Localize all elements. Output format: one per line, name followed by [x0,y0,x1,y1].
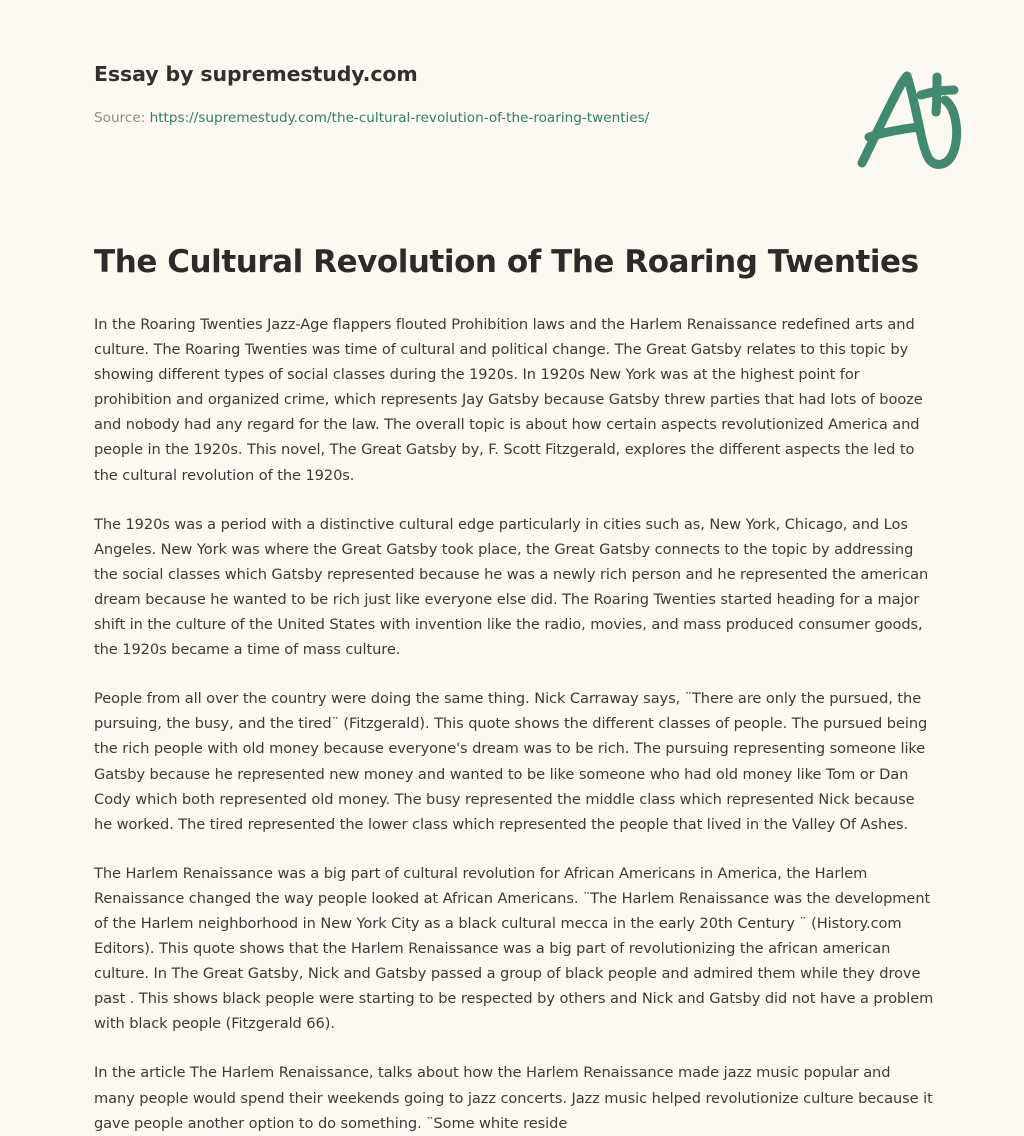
source-label: Source: [94,109,146,126]
paragraph: In the Roaring Twenties Jazz-Age flappers flouted Prohibition laws and the Harlem Renaissance redefined arts and culture. The Roaring Twenties was time of cultural and political change. The Great Gatsby relates to this topic by showing different types of social classes during the 1920s. In 1920s New York was at the highest point for prohibition and organized crime, which represents Jay Gatsby because Gatsby threw parties that had lots of booze and nobody had any regard for the law. The overall topic is about how certain aspects revolutionized America and people in the 1920s. This novel, The Great Gatsby by, F. Scott Fitzgerald, explores the different aspects the led to the cultural revolution of the 1920s. [94,316,923,484]
page-header [94,62,964,172]
paragraph: The Harlem Renaissance was a big part of cultural revolution for African Americans in America, the Harlem Renaissance changed the way people looked at African Americans. ¨The Harlem Renaissance was the development of the Harlem neighborhood in New York City as a black cultural mecca in the early 20th Century ¨ (History.com Editors). This quote shows that the Harlem Renaissance was a big part of revolutionizing the african american culture. In The Great Gatsby, Nick and Gatsby passed a group of black people and admired them while they drove past . This shows black people were starting to be respected by others and Nick and Gatsby did not have a problem with black people (Fitzgerald 66). [94,864,934,1033]
byline: Essay by supremestudy.com [94,62,418,86]
source-line [94,110,964,128]
paragraph: In the article The Harlem Renaissance, talks about how the Harlem Renaissance made jazz music popular and many people would spend their weekends going to jazz concerts. Jazz music helped revolutionize culture because it gave people another option to do something. ¨Some white reside [94,1064,933,1132]
article-body [94,312,934,1136]
page-title: The Cultural Revolution of The Roaring Twenties [94,244,919,280]
a-plus-logo-icon [849,63,969,175]
paragraph: The 1920s was a period with a distinctive cultural edge particularly in cities such as, New York, Chicago, and Los Angeles. New York was where the Great Gatsby took place, the Great Gatsby connects to the topic by addressing the social classes which Gatsby represented because he was a newly rich person and he represented the american dream because he wanted to be rich just like everyone else did. The Roaring Twenties started heading for a major shift in the culture of the United States with invention like the radio, movies, and mass produced consumer goods, the 1920s became a time of mass culture. [94,515,929,659]
paragraph: People from all over the country were doing the same thing. Nick Carraway says, ¨There are only the pursued, the pursuing, the busy, and the tired¨ (Fitzgerald). This quote shows the different classes of people. The pursued being the rich people with old money because everyone's dream was to be rich. The pursuing representing someone like Gatsby because he represented new money and wanted to be like someone who had old money like Tom or Dan Cody which both represented old money. The busy represented the middle class which represented Nick because he worked. The tired represented the lower class which represented the people that lived in the Valley Of Ashes. [94,690,928,833]
source-url-link[interactable]: https://supremestudy.com/the-cultural-revolution-of-the-roaring-twenties/ [149,109,650,126]
